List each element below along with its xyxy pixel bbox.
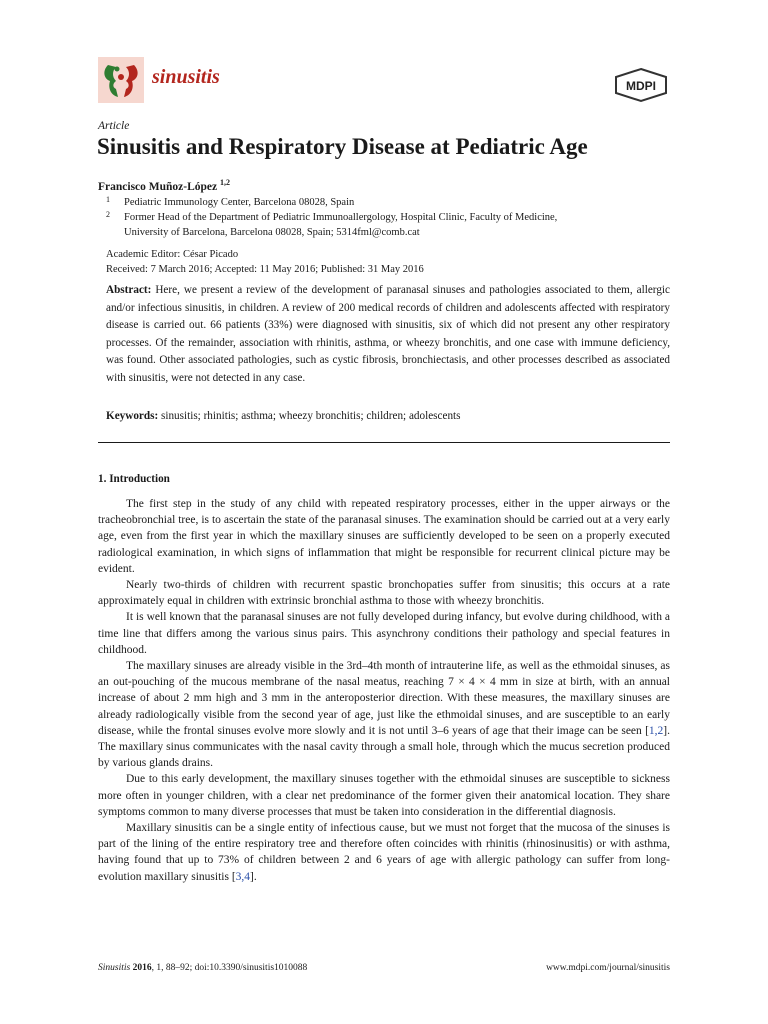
publication-dates: Received: 7 March 2016; Accepted: 11 May 2016; Published: 31 May 2016 xyxy=(106,264,424,275)
footer-url[interactable]: www.mdpi.com/journal/sinusitis xyxy=(546,963,670,973)
footer-details: , 1, 88–92; doi:10.3390/sinusitis1010088 xyxy=(151,963,308,973)
affiliation-number: 1 xyxy=(106,195,110,204)
author-name xyxy=(98,178,230,193)
footer-journal: Sinusitis xyxy=(98,963,131,973)
abstract-text: Here, we present a review of the development of paranasal sinuses and pathologies associated to them, allergic and/or infectious sinusitis, in children. A review of 200 medical records of children and adolescents affected with respiratory disease is carried out. 66 patients (33%) were diagnosed with sinusitis, six of which did not present any other respiratory processes. Of the remainder, association with rhinitis, asthma, or wheezy bronchitis, and one case with immune deficiency, was found. Other associated pathologies, such as cystic fibrosis, bronchiectasis, and other processes described as associated with sinusitis, were not detected in any case. xyxy=(106,284,670,384)
affiliation-text: Pediatric Immunology Center, Barcelona 08028, Spain xyxy=(124,197,355,208)
paragraph: Due to this early development, the maxillary sinuses together with the ethmoidal sinuses are susceptible to sickness more often in younger children, with a clear net predominance of the former given their anatomical location. They share symptoms common to many diverse processes that must be taken into consideration in the differential diagnosis. xyxy=(98,773,670,818)
abstract-label: Abstract: xyxy=(106,284,152,296)
paragraph xyxy=(98,820,670,885)
journal-name: sinusitis xyxy=(152,66,220,88)
paragraph: Nearly two-thirds of children with recurrent spastic bronchopaties suffer from sinusitis; this occurs at a rate approximately equal in children with extrinsic bronchial asthma to those with wheezy bronchitis. xyxy=(98,579,670,608)
journal-logo-icon xyxy=(98,57,144,103)
author-affiliation-sup: 1,2 xyxy=(220,178,231,187)
footer-year: 2016 xyxy=(132,963,152,973)
affiliation-text: University of Barcelona, Barcelona 08028, Spain; 5314fml@comb.cat xyxy=(124,227,420,238)
paragraph xyxy=(98,658,670,771)
citation-link[interactable]: 3,4 xyxy=(235,870,251,883)
keywords-text: sinusitis; rhinitis; asthma; wheezy bronchitis; children; adolescents xyxy=(158,410,461,422)
affiliation-text: Former Head of the Department of Pediatric Immunoallergology, Hospital Clinic, Faculty of Medicine, xyxy=(124,212,558,223)
paragraph-text: The maxillary sinuses are already visible in the 3rd–4th month of intrauterine life, as well as the ethmoidal sinuses, as an out-pouching of the mucous membrane of the nasal meatus, reaching 7 × 4 × 4 mm in size at birth, with an annual increase of about 2 mm high and 3 mm in the anteroposterior direction. With these measures, the maxillary sinuses are already radiologically visible from the second year of age, just like the ethmoidal sinuses, and are susceptible to an early disease, while the frontal sinuses evolve more slowly and it is not until 3–6 years of age that their image can be seen [ xyxy=(98,660,670,737)
paragraph: It is well known that the paranasal sinuses are not fully developed during infancy, but evolve during childhood, with a time line that differs among the various sinus pairs. This asynchrony conditions their pathology and special features in childhood. xyxy=(98,611,670,656)
paragraph: The first step in the study of any child with repeated respiratory processes, either in the upper airways or the tracheobronchial tree, is to ascertain the state of the paranasal sinuses. The examination should be carried out at a very early age, even from the first year in which the maxillary sinuses are sufficiently developed to be seen on a properly executed radiological examination, in which signs of inflammation that might be responsible for recurrent clinical picture may be evident. xyxy=(98,498,670,575)
author-name-text: Francisco Muñoz-López xyxy=(98,180,218,193)
publisher-name: MDPI xyxy=(626,79,656,93)
publisher-logo-icon xyxy=(612,67,670,103)
keywords-label: Keywords: xyxy=(106,410,159,422)
article-type: Article xyxy=(98,120,130,132)
divider xyxy=(98,442,670,443)
keywords xyxy=(106,410,670,422)
section-body xyxy=(98,496,670,885)
abstract xyxy=(106,282,670,387)
section-heading: 1. Introduction xyxy=(98,473,170,485)
affiliation-number: 2 xyxy=(106,210,110,219)
paragraph-text: Maxillary sinusitis can be a single entity of infectious cause, but we must not forget that the mucosa of the sinuses is part of the lining of the entire respiratory tree and therefore often coincides with rhinitis (rhinosinusitis) or with asthma, having found that up to 73% of children between 2 and 6 years of age with allergic pathology can suffer from long-evolution maxillary sinusitis [ xyxy=(98,822,670,883)
footer-citation xyxy=(98,963,307,973)
paragraph-text: ]. xyxy=(250,870,257,883)
article-title: Sinusitis and Respiratory Disease at Pediatric Age xyxy=(97,134,588,159)
citation-link[interactable]: 1,2 xyxy=(648,724,664,737)
paragraph-text: ]. The maxillary sinus communicates with the nasal cavity through a small hole, through which the mucus secretion produced by various glands drains. xyxy=(98,724,670,770)
academic-editor: Academic Editor: César Picado xyxy=(106,249,239,260)
